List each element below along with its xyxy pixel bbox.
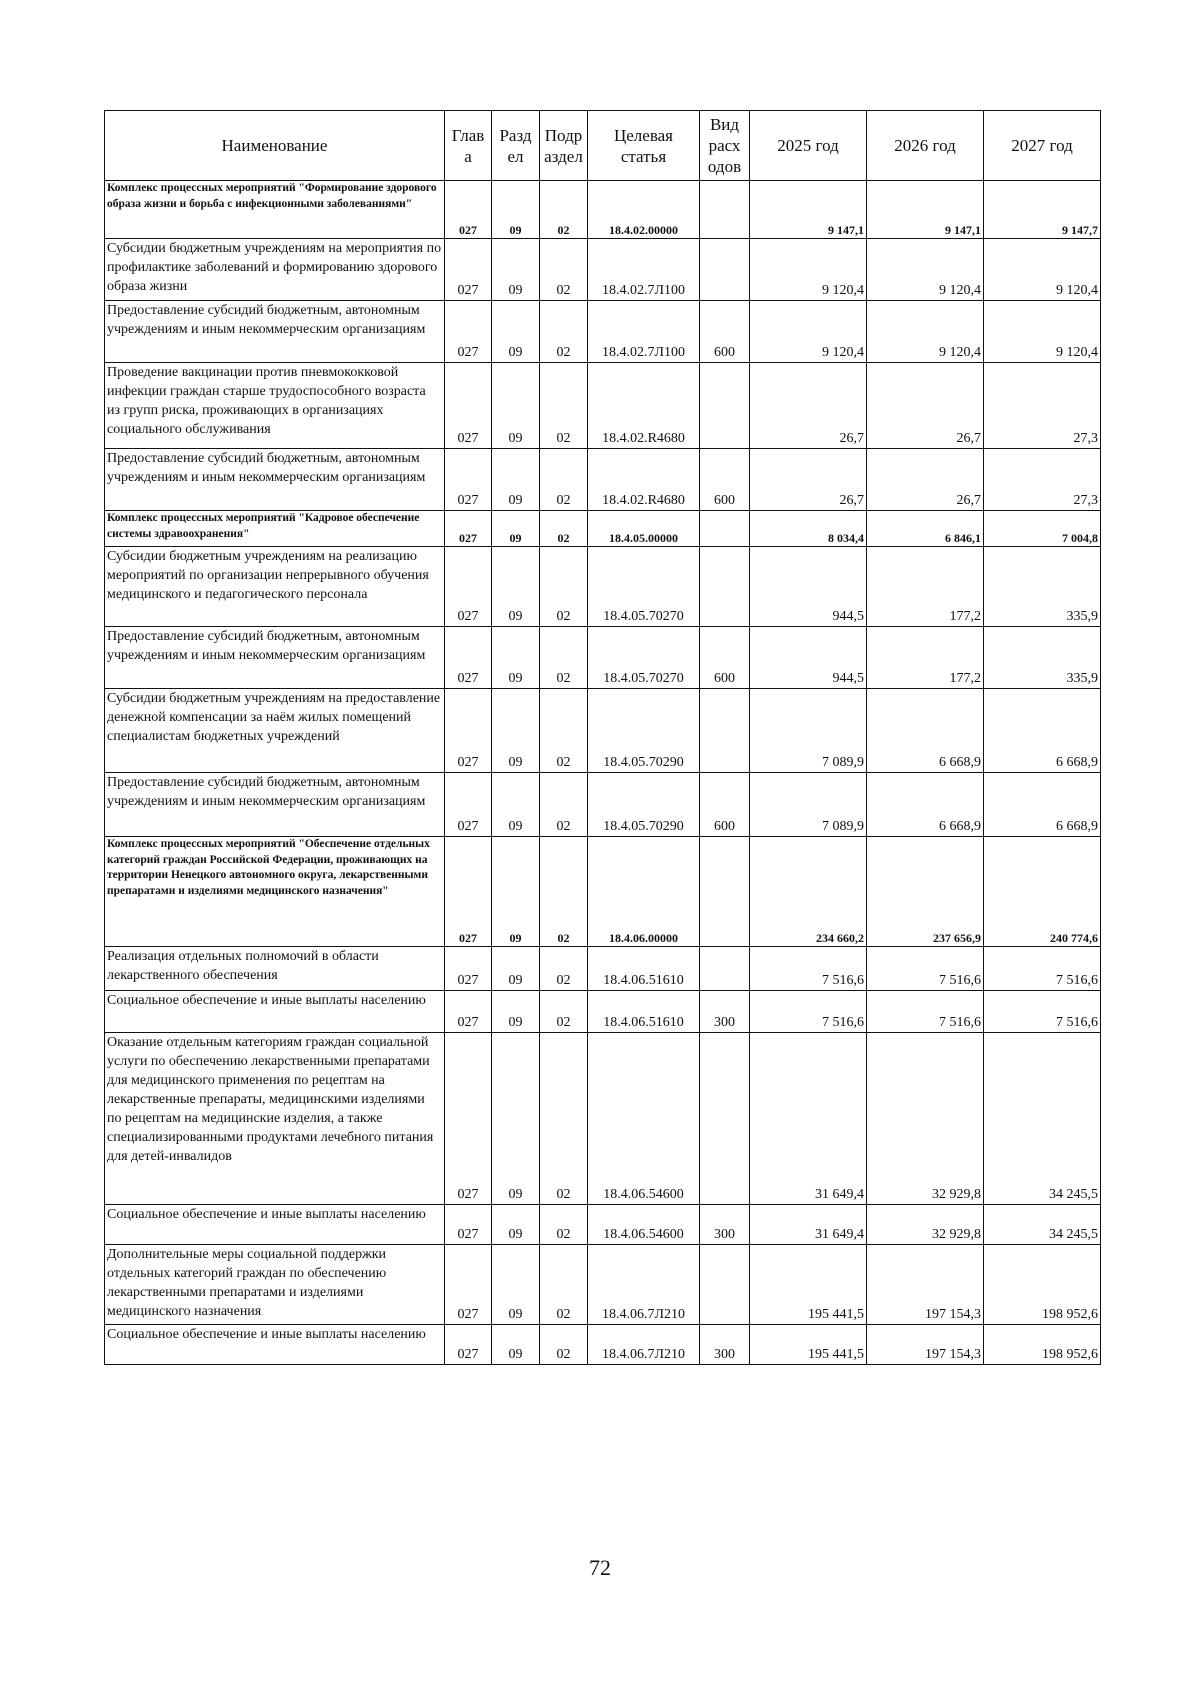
cell-glava: 027	[445, 837, 492, 947]
table-row	[105, 773, 1101, 837]
cell-podrazdel: 02	[540, 991, 588, 1033]
cell-name: Комплекс процессных мероприятий "Обеспечение отдельных категорий граждан Российской Федерации, проживающих на территории Ненецкого автономного округа, лекарственными препаратами и изделиями медицинского назначения"	[105, 837, 445, 947]
cell-vid: 600	[700, 449, 750, 511]
cell-podrazdel: 02	[540, 239, 588, 301]
cell-statya: 18.4.05.70290	[588, 689, 700, 773]
cell-y2025: 9 120,4	[750, 301, 867, 363]
cell-y2025: 31 649,4	[750, 1033, 867, 1205]
cell-y2027: 240 774,6	[984, 837, 1101, 947]
cell-statya: 18.4.05.70290	[588, 773, 700, 837]
cell-y2027: 27,3	[984, 449, 1101, 511]
cell-razdel: 09	[492, 1325, 540, 1365]
cell-statya: 18.4.06.00000	[588, 837, 700, 947]
cell-name: Предоставление субсидий бюджетным, автономным учреждениям и иным некоммерческим организациям	[105, 301, 445, 363]
cell-glava: 027	[445, 773, 492, 837]
cell-y2025: 944,5	[750, 627, 867, 689]
cell-glava: 027	[445, 363, 492, 449]
cell-razdel: 09	[492, 1033, 540, 1205]
table-row	[105, 991, 1101, 1033]
cell-razdel: 09	[492, 239, 540, 301]
table-row	[105, 363, 1101, 449]
cell-podrazdel: 02	[540, 363, 588, 449]
cell-statya: 18.4.06.7Л210	[588, 1245, 700, 1325]
cell-y2027: 9 147,7	[984, 181, 1101, 239]
cell-y2026: 237 656,9	[867, 837, 984, 947]
cell-glava: 027	[445, 947, 492, 991]
cell-y2027: 9 120,4	[984, 301, 1101, 363]
cell-name: Предоставление субсидий бюджетным, автономным учреждениям и иным некоммерческим организациям	[105, 449, 445, 511]
cell-y2025: 26,7	[750, 363, 867, 449]
budget-table	[104, 110, 1101, 1365]
cell-razdel: 09	[492, 773, 540, 837]
cell-y2026: 26,7	[867, 449, 984, 511]
cell-razdel: 09	[492, 181, 540, 239]
cell-statya: 18.4.06.7Л210	[588, 1325, 700, 1365]
cell-podrazdel: 02	[540, 689, 588, 773]
cell-glava: 027	[445, 547, 492, 627]
cell-podrazdel: 02	[540, 547, 588, 627]
cell-name: Социальное обеспечение и иные выплаты населению	[105, 991, 445, 1033]
cell-podrazdel: 02	[540, 947, 588, 991]
cell-podrazdel: 02	[540, 627, 588, 689]
cell-podrazdel: 02	[540, 449, 588, 511]
cell-vid	[700, 947, 750, 991]
cell-y2025: 9 120,4	[750, 239, 867, 301]
cell-vid	[700, 1033, 750, 1205]
cell-razdel: 09	[492, 837, 540, 947]
cell-statya: 18.4.02.R4680	[588, 449, 700, 511]
cell-glava: 027	[445, 991, 492, 1033]
page-number: 72	[589, 1555, 611, 1580]
cell-vid	[700, 837, 750, 947]
cell-y2025: 195 441,5	[750, 1245, 867, 1325]
cell-statya: 18.4.02.R4680	[588, 363, 700, 449]
cell-name: Предоставление субсидий бюджетным, автономным учреждениям и иным некоммерческим организациям	[105, 627, 445, 689]
cell-name: Социальное обеспечение и иные выплаты населению	[105, 1205, 445, 1245]
cell-statya: 18.4.05.00000	[588, 511, 700, 547]
cell-podrazdel: 02	[540, 837, 588, 947]
cell-name: Комплекс процессных мероприятий "Формирование здорового образа жизни и борьба с инфекционными заболеваниями"	[105, 181, 445, 239]
cell-razdel: 09	[492, 947, 540, 991]
cell-glava: 027	[445, 449, 492, 511]
cell-vid: 300	[700, 1205, 750, 1245]
cell-razdel: 09	[492, 1205, 540, 1245]
header-name: Наименование	[105, 111, 445, 181]
cell-podrazdel: 02	[540, 1033, 588, 1205]
cell-y2025: 7 516,6	[750, 991, 867, 1033]
cell-vid	[700, 239, 750, 301]
cell-y2026: 7 516,6	[867, 947, 984, 991]
cell-y2026: 177,2	[867, 547, 984, 627]
table-row	[105, 1325, 1101, 1365]
cell-podrazdel: 02	[540, 1205, 588, 1245]
cell-razdel: 09	[492, 689, 540, 773]
cell-name: Дополнительные меры социальной поддержки отдельных категорий граждан по обеспечению лекарственными препаратами и изделиями медицинского назначения	[105, 1245, 445, 1325]
cell-y2025: 31 649,4	[750, 1205, 867, 1245]
cell-y2027: 335,9	[984, 547, 1101, 627]
cell-vid: 600	[700, 301, 750, 363]
cell-y2025: 26,7	[750, 449, 867, 511]
table-body	[105, 181, 1101, 1365]
cell-y2025: 8 034,4	[750, 511, 867, 547]
cell-glava: 027	[445, 627, 492, 689]
cell-y2025: 7 516,6	[750, 947, 867, 991]
cell-y2026: 6 846,1	[867, 511, 984, 547]
cell-y2027: 7 004,8	[984, 511, 1101, 547]
cell-statya: 18.4.02.7Л100	[588, 239, 700, 301]
header-vid: Вид расх одов	[700, 111, 750, 181]
cell-name: Предоставление субсидий бюджетным, автономным учреждениям и иным некоммерческим организациям	[105, 773, 445, 837]
header-glava: Глав а	[445, 111, 492, 181]
table-row	[105, 449, 1101, 511]
cell-y2026: 7 516,6	[867, 991, 984, 1033]
table-row	[105, 511, 1101, 547]
cell-podrazdel: 02	[540, 773, 588, 837]
cell-vid: 300	[700, 991, 750, 1033]
cell-vid	[700, 363, 750, 449]
cell-razdel: 09	[492, 627, 540, 689]
cell-glava: 027	[445, 1205, 492, 1245]
cell-vid	[700, 547, 750, 627]
header-2026: 2026 год	[867, 111, 984, 181]
cell-name: Субсидии бюджетным учреждениям на реализацию мероприятий по организации непрерывного обучения медицинского и педагогического персонала	[105, 547, 445, 627]
table-row	[105, 627, 1101, 689]
header-2025: 2025 год	[750, 111, 867, 181]
cell-podrazdel: 02	[540, 1245, 588, 1325]
cell-glava: 027	[445, 1325, 492, 1365]
cell-glava: 027	[445, 239, 492, 301]
header-podrazdel: Подр аздел	[540, 111, 588, 181]
cell-y2025: 195 441,5	[750, 1325, 867, 1365]
table-row	[105, 947, 1101, 991]
cell-glava: 027	[445, 689, 492, 773]
cell-razdel: 09	[492, 449, 540, 511]
cell-statya: 18.4.05.70270	[588, 547, 700, 627]
table-row	[105, 547, 1101, 627]
cell-y2027: 9 120,4	[984, 239, 1101, 301]
table-row	[105, 239, 1101, 301]
cell-y2027: 7 516,6	[984, 991, 1101, 1033]
table-row	[105, 837, 1101, 947]
cell-vid	[700, 1245, 750, 1325]
cell-y2026: 32 929,8	[867, 1205, 984, 1245]
header-razdel: Разд ел	[492, 111, 540, 181]
cell-y2025: 944,5	[750, 547, 867, 627]
cell-glava: 027	[445, 1033, 492, 1205]
cell-y2026: 32 929,8	[867, 1033, 984, 1205]
cell-glava: 027	[445, 301, 492, 363]
cell-glava: 027	[445, 181, 492, 239]
cell-podrazdel: 02	[540, 301, 588, 363]
cell-y2026: 9 120,4	[867, 301, 984, 363]
cell-name: Субсидии бюджетным учреждениям на мероприятия по профилактике заболеваний и формированию здорового образа жизни	[105, 239, 445, 301]
cell-razdel: 09	[492, 363, 540, 449]
cell-vid: 300	[700, 1325, 750, 1365]
cell-name: Комплекс процессных мероприятий "Кадровое обеспечение системы здравоохранения"	[105, 511, 445, 547]
table-row	[105, 1245, 1101, 1325]
cell-y2026: 6 668,9	[867, 773, 984, 837]
cell-name: Социальное обеспечение и иные выплаты населению	[105, 1325, 445, 1365]
cell-y2025: 7 089,9	[750, 773, 867, 837]
cell-y2026: 9 120,4	[867, 239, 984, 301]
cell-y2027: 198 952,6	[984, 1325, 1101, 1365]
cell-statya: 18.4.02.00000	[588, 181, 700, 239]
cell-razdel: 09	[492, 511, 540, 547]
cell-y2025: 234 660,2	[750, 837, 867, 947]
cell-podrazdel: 02	[540, 1325, 588, 1365]
cell-statya: 18.4.05.70270	[588, 627, 700, 689]
cell-statya: 18.4.06.51610	[588, 991, 700, 1033]
cell-y2027: 27,3	[984, 363, 1101, 449]
table-row	[105, 181, 1101, 239]
cell-statya: 18.4.06.54600	[588, 1205, 700, 1245]
cell-y2027: 6 668,9	[984, 689, 1101, 773]
cell-vid: 600	[700, 773, 750, 837]
cell-name: Оказание отдельным категориям граждан социальной услуги по обеспечению лекарственными препаратами для медицинского применения по рецептам на лекарственные препараты, медицинскими изделиями по рецептам на медицинские изделия, а также специализированными продуктами лечебного питания для детей-инвалидов	[105, 1033, 445, 1205]
cell-statya: 18.4.06.51610	[588, 947, 700, 991]
table-row	[105, 689, 1101, 773]
table-row	[105, 1033, 1101, 1205]
cell-vid	[700, 511, 750, 547]
table-header-row	[105, 111, 1101, 181]
cell-razdel: 09	[492, 991, 540, 1033]
cell-y2026: 197 154,3	[867, 1325, 984, 1365]
table-row	[105, 1205, 1101, 1245]
cell-y2027: 335,9	[984, 627, 1101, 689]
cell-y2026: 6 668,9	[867, 689, 984, 773]
cell-razdel: 09	[492, 1245, 540, 1325]
cell-razdel: 09	[492, 547, 540, 627]
cell-name: Реализация отдельных полномочий в области лекарственного обеспечения	[105, 947, 445, 991]
cell-y2025: 9 147,1	[750, 181, 867, 239]
cell-y2027: 198 952,6	[984, 1245, 1101, 1325]
cell-podrazdel: 02	[540, 511, 588, 547]
cell-statya: 18.4.02.7Л100	[588, 301, 700, 363]
cell-y2027: 34 245,5	[984, 1033, 1101, 1205]
cell-glava: 027	[445, 511, 492, 547]
header-statya: Целевая статья	[588, 111, 700, 181]
header-2027: 2027 год	[984, 111, 1101, 181]
cell-vid	[700, 689, 750, 773]
cell-razdel: 09	[492, 301, 540, 363]
cell-vid: 600	[700, 627, 750, 689]
cell-y2026: 9 147,1	[867, 181, 984, 239]
cell-glava: 027	[445, 1245, 492, 1325]
cell-vid	[700, 181, 750, 239]
cell-name: Субсидии бюджетным учреждениям на предоставление денежной компенсации за наём жилых помещений специалистам бюджетных учреждений	[105, 689, 445, 773]
cell-name: Проведение вакцинации против пневмококковой инфекции граждан старше трудоспособного возраста из групп риска, проживающих в организациях социального обслуживания	[105, 363, 445, 449]
table-row	[105, 301, 1101, 363]
cell-y2027: 7 516,6	[984, 947, 1101, 991]
cell-y2026: 197 154,3	[867, 1245, 984, 1325]
cell-y2026: 177,2	[867, 627, 984, 689]
cell-podrazdel: 02	[540, 181, 588, 239]
cell-statya: 18.4.06.54600	[588, 1033, 700, 1205]
cell-y2027: 34 245,5	[984, 1205, 1101, 1245]
cell-y2025: 7 089,9	[750, 689, 867, 773]
cell-y2027: 6 668,9	[984, 773, 1101, 837]
cell-y2026: 26,7	[867, 363, 984, 449]
